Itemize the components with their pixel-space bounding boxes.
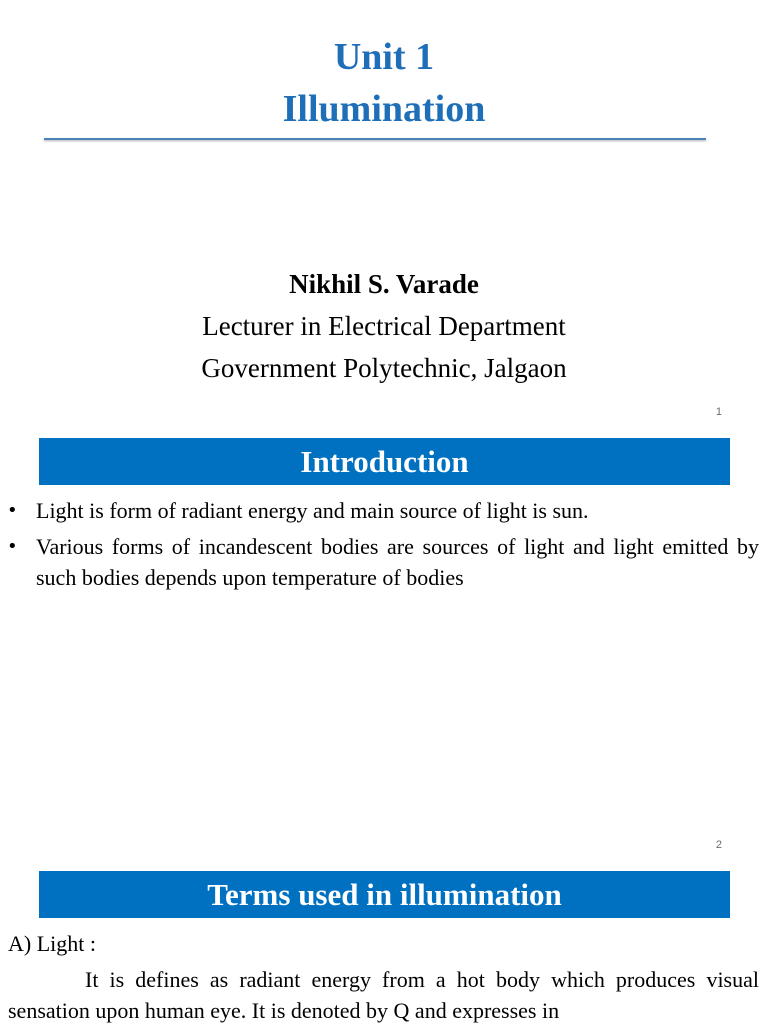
unit-title: Unit 1 — [333, 36, 435, 78]
terms-heading: Terms used in illumination — [39, 871, 730, 918]
bullet-text: Various forms of incandescent bodies are sources of light and light emitted by such bodies depends upon temperature of bodies — [36, 534, 759, 590]
bullet-icon: • — [7, 500, 18, 521]
title-divider — [44, 138, 706, 140]
bullet-item — [7, 531, 759, 593]
introduction-heading: Introduction — [39, 438, 730, 485]
author-name: Nikhil S. Varade — [289, 269, 479, 299]
slide-number-2: 2 — [715, 839, 722, 851]
introduction-bullets — [7, 495, 759, 598]
bullet-icon: • — [7, 536, 18, 557]
author-role: Lecturer in Electrical Department — [202, 311, 566, 341]
term-label-light: A) Light : — [8, 931, 96, 956]
term-definition-light: It is defines as radiant energy from a hot body which produces visual sensation upon human eye. It is denoted by Q and expresses in — [8, 967, 759, 1023]
bullet-item — [7, 495, 759, 526]
bullet-text: Light is form of radiant energy and main source of light is sun. — [36, 498, 589, 523]
topic-title: Illumination — [282, 88, 486, 130]
author-organization: Government Polytechnic, Jalgaon — [201, 353, 567, 383]
slide-number-1: 1 — [715, 406, 722, 418]
